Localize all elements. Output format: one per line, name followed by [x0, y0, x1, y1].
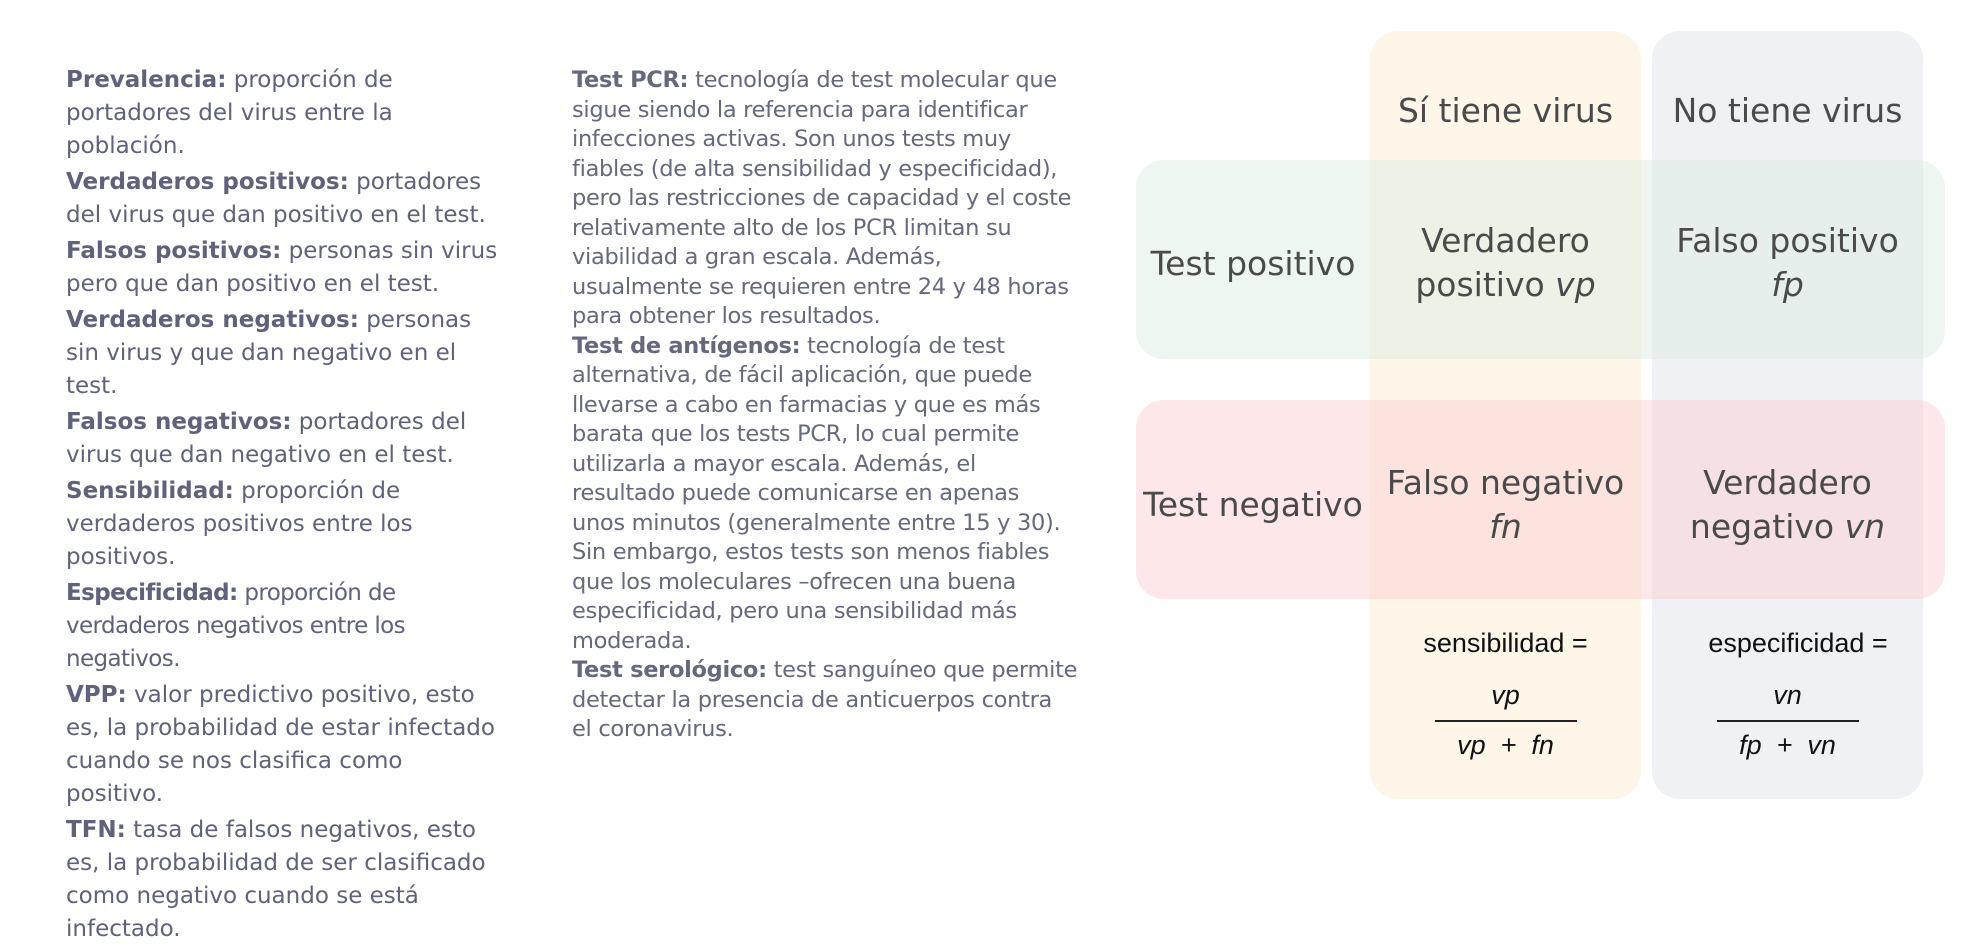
- formula-numerator: vn: [1773, 680, 1802, 710]
- specificity-formula: [1652, 628, 1944, 768]
- test-term: Test de antígenos:: [572, 332, 801, 359]
- definition-term: TFN:: [66, 817, 126, 843]
- test-term: Test PCR:: [572, 67, 689, 93]
- cell-label: Verdadero positivo: [1415, 221, 1590, 304]
- column-header-no-virus: No tiene virus: [1672, 91, 1903, 130]
- definition-verdaderos-negativos: [66, 304, 506, 403]
- definition-term: Especificidad:: [66, 580, 238, 606]
- definition-vpp: [66, 679, 506, 811]
- formula-denominator: vp + fn: [1457, 730, 1554, 760]
- cell-false-negative: [1370, 461, 1641, 549]
- definition-term: VPP:: [66, 682, 127, 708]
- cell-abbr: vp: [1555, 265, 1596, 304]
- cell-true-negative: [1652, 461, 1923, 549]
- definition-text: personas sin virus y que dan negativo en el test.: [66, 307, 472, 399]
- cell-true-positive: [1370, 219, 1641, 307]
- test-pcr: [572, 66, 1078, 332]
- definition-term: Sensibilidad:: [66, 478, 234, 504]
- definition-text: tasa de falsos negativos, esto es, la probabilidad de ser clasificado como negativo cuando se está infectado.: [66, 817, 486, 942]
- sensitivity-formula: [1370, 628, 1641, 768]
- fraction-bar: [1717, 720, 1859, 722]
- test-text: tecnología de test alternativa, de fácil aplicación, que puede llevarse a cabo en farmacias y que es más barata que los tests PCR, lo cual permite utilizarla a mayor escala. Además, el resultado puede comunicarse en apenas unos minutos (generalmente entre 15 y 30). Sin embargo, estos tests son menos fiables que los moleculares –ofrecen una buena especificidad, pero una sensibilidad más moderada.: [572, 332, 1061, 654]
- cell-abbr: fp: [1771, 265, 1804, 304]
- formula-denominator: fp + vn: [1739, 730, 1836, 760]
- test-antigenos: [572, 332, 1078, 657]
- cell-false-positive: [1652, 219, 1923, 307]
- cell-label: Falso positivo: [1676, 221, 1899, 260]
- cell-label: Verdadero negativo: [1689, 463, 1872, 546]
- definition-term: Prevalencia:: [66, 67, 227, 93]
- definition-text: proporción de verdaderos negativos entre los negativos.: [66, 580, 405, 672]
- definition-text: portadores del virus que dan positivo en el test.: [66, 169, 486, 228]
- fraction-bar: [1435, 720, 1577, 722]
- definition-term: Verdaderos positivos:: [66, 169, 349, 195]
- formula-label: sensibilidad =: [1423, 628, 1588, 658]
- definition-term: Verdaderos negativos:: [66, 307, 359, 333]
- definition-prevalencia: [66, 64, 506, 163]
- formula-numerator: vp: [1491, 680, 1520, 710]
- definition-text: portadores del virus que dan negativo en el test.: [66, 409, 467, 468]
- row-header-test-positive: Test positivo: [1150, 244, 1356, 283]
- definition-term: Falsos positivos:: [66, 238, 282, 264]
- cell-abbr: vn: [1844, 507, 1886, 546]
- definition-text: valor predictivo positivo, esto es, la probabilidad de estar infectado cuando se nos clasifica como positivo.: [66, 682, 495, 807]
- definitions-list: [66, 64, 506, 949]
- definition-text: proporción de portadores del virus entre la población.: [66, 67, 393, 159]
- test-text: tecnología de test molecular que sigue siendo la referencia para identificar infecciones activas. Son unos tests muy fiables (de alta sensibilidad y especificidad), pero las restricciones de capacidad y el coste relativamente alto de los PCR limitan su viabilidad a gran escala. Además, usualmente se requieren entre 24 y 48 horas para obtener los resultados.: [572, 67, 1072, 329]
- cell-abbr: fn: [1489, 507, 1522, 546]
- test-term: Test serológico:: [572, 657, 767, 683]
- formula-label: especificidad =: [1708, 628, 1888, 658]
- definition-falsos-negativos: [66, 406, 506, 472]
- definition-sensibilidad: [66, 475, 506, 574]
- row-header-test-negative: Test negativo: [1143, 485, 1363, 524]
- test-types-list: [572, 66, 1078, 745]
- definition-text: proporción de verdaderos positivos entre los positivos.: [66, 478, 413, 570]
- definition-especificidad: [66, 577, 506, 676]
- column-header-yes-virus: Sí tiene virus: [1397, 91, 1614, 130]
- test-text: test sanguíneo que permite detectar la presencia de anticuerpos contra el coronavirus.: [572, 657, 1078, 742]
- definition-tfn: [66, 814, 506, 946]
- definition-falsos-positivos: [66, 235, 506, 301]
- definition-text: personas sin virus pero que dan positivo en el test.: [66, 238, 498, 297]
- definition-verdaderos-positivos: [66, 166, 506, 232]
- definition-term: Falsos negativos:: [66, 409, 292, 435]
- cell-label: Falso negativo: [1386, 463, 1625, 502]
- test-serologico: [572, 656, 1078, 745]
